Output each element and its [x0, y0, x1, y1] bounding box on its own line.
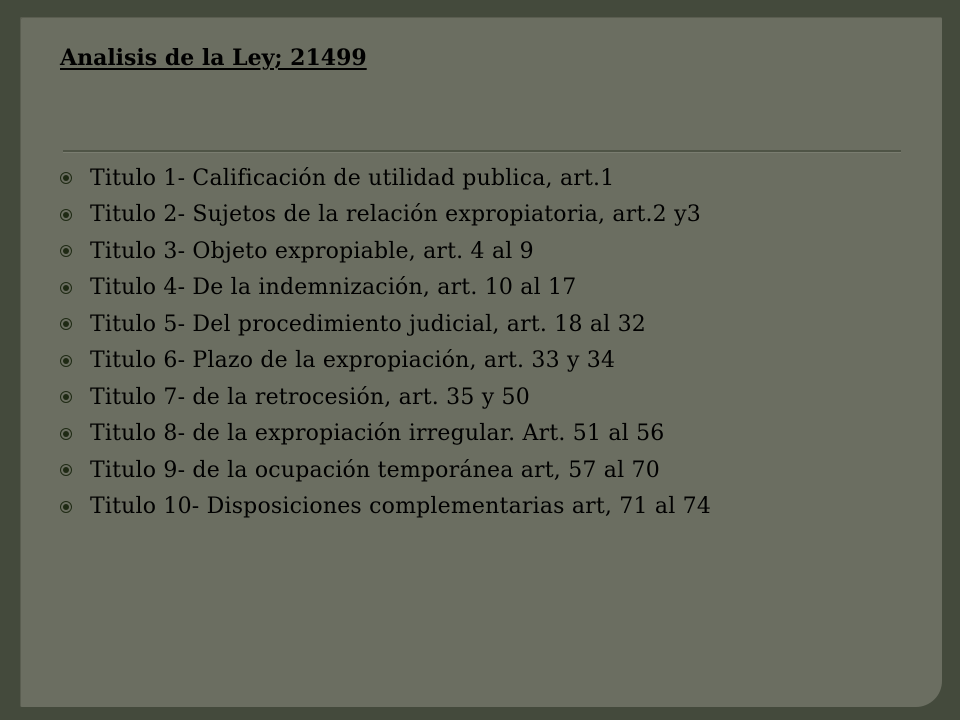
circle-dot-icon	[60, 428, 72, 440]
list-item	[60, 233, 711, 270]
list-item	[60, 489, 711, 526]
list-item	[60, 270, 711, 307]
circle-dot-icon	[60, 391, 72, 403]
slide-title: Analisis de la Ley; 21499	[60, 45, 367, 71]
list-item	[60, 197, 711, 234]
list-item-text: Titulo 10- Disposiciones complementarias art, 71 al 74	[90, 494, 712, 520]
list-item-text: Titulo 7- de la retrocesión, art. 35 y 50	[90, 384, 530, 410]
list-item	[60, 343, 711, 380]
circle-dot-icon	[60, 318, 72, 330]
list-item-text: Titulo 8- de la expropiación irregular. Art. 51 al 56	[90, 421, 665, 447]
list-item	[60, 160, 711, 197]
list-item-text: Titulo 4- De la indemnización, art. 10 al 17	[90, 275, 577, 301]
list-item-text: Titulo 1- Calificación de utilidad publica, art.1	[90, 165, 615, 191]
circle-dot-icon	[60, 282, 72, 294]
list-item	[60, 416, 711, 453]
list-item-text: Titulo 2- Sujetos de la relación expropiatoria, art.2 y3	[90, 202, 701, 228]
list-item	[60, 306, 711, 343]
circle-dot-icon	[60, 464, 72, 476]
list-item-text: Titulo 3- Objeto expropiable, art. 4 al 9	[90, 238, 534, 264]
list-item-text: Titulo 9- de la ocupación temporánea art, 57 al 70	[90, 457, 660, 483]
circle-dot-icon	[60, 209, 72, 221]
circle-dot-icon	[60, 245, 72, 257]
list-item	[60, 452, 711, 489]
list-item	[60, 379, 711, 416]
bullet-list	[60, 160, 711, 525]
circle-dot-icon	[60, 355, 72, 367]
circle-dot-icon	[60, 501, 72, 513]
title-divider	[63, 150, 901, 152]
list-item-text: Titulo 6- Plazo de la expropiación, art. 33 y 34	[90, 348, 616, 374]
list-item-text: Titulo 5- Del procedimiento judicial, art. 18 al 32	[90, 311, 646, 337]
circle-dot-icon	[60, 172, 72, 184]
